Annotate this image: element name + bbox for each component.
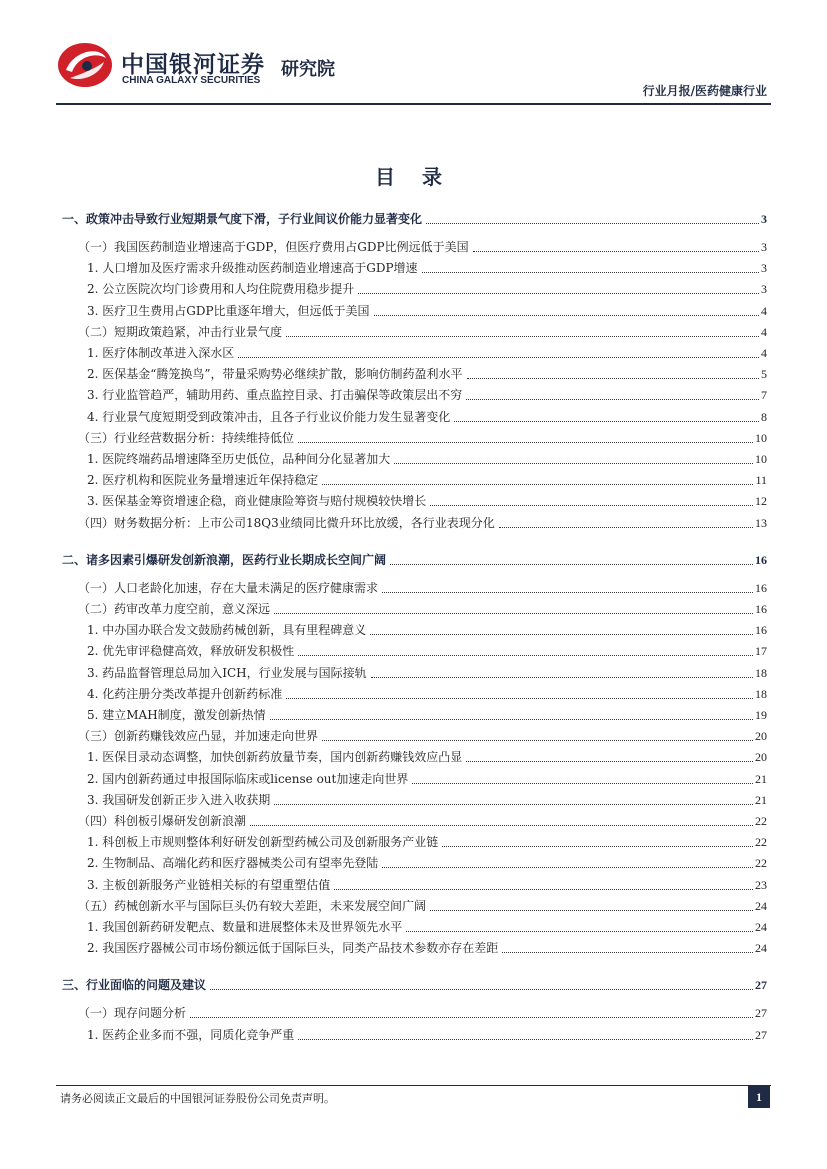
toc-entry-page: 8 [761,409,767,424]
toc-leader-dots [430,909,753,911]
toc-entry[interactable] [62,1027,767,1043]
toc-entry[interactable] [62,834,767,850]
toc-entry[interactable] [62,580,767,596]
brand-name-en: CHINA GALAXY SECURITIES [122,75,261,86]
toc-entry-page: 13 [755,515,767,530]
toc-entry-page: 21 [755,792,767,807]
toc-leader-dots [430,504,753,506]
toc-leader-dots [499,526,753,528]
toc-entry-title: 5. 建立MAH制度，激发创新热情 [87,708,266,722]
toc-entry-title: 1. 医保目录动态调整，加快创新药放量节奏，国内创新药赚钱效应凸显 [87,750,463,765]
toc-leader-dots [358,292,759,294]
toc-entry-title: 2. 公立医院次均门诊费用和人均住院费用稳步提升 [87,282,355,297]
toc-entry-page: 16 [755,580,767,595]
toc-entry-page: 27 [755,1006,767,1021]
toc-entry-page: 10 [755,430,767,445]
toc-entry-page: 12 [755,494,767,509]
toc-entry[interactable] [62,409,767,425]
toc-entry-title: 3. 主板创新服务产业链相关标的有望重塑估值 [87,877,331,892]
toc-entry-title: 一、政策冲击导致行业短期景气度下滑，子行业间议价能力显著变化 [62,212,423,226]
toc-entry-page: 22 [755,835,767,850]
toc-entry[interactable] [62,324,767,340]
toc-entry-title: （一）人口老龄化加速，存在大量未满足的医疗健康需求 [78,580,379,595]
toc-entry[interactable] [62,898,767,914]
toc-entry[interactable] [62,771,767,787]
header-divider [56,103,771,105]
toc-entry-title: （五）药械创新水平与国际巨头仍有较大差距，未来发展空间广阔 [78,898,427,913]
toc-leader-dots [454,420,759,422]
toc-entry-title: 3. 行业监管趋严，辅助用药、重点监控目录、打击骗保等政策层出不穷 [87,388,463,403]
toc-leader-dots [334,888,753,890]
toc-entry[interactable] [62,686,767,702]
toc-entry-title: 1. 我国创新药研发靶点、数量和进展整体未及世界领先水平 [87,920,403,934]
toc-entry[interactable] [62,493,767,509]
toc-entry[interactable] [62,345,767,361]
toc-entry[interactable] [62,281,767,297]
toc-entry[interactable] [62,940,767,956]
toc-leader-dots [270,718,753,720]
report-type: 行业月报/医药健康行业 [642,84,767,98]
toc-leader-dots [298,441,753,443]
toc-entry-title: （三）创新药赚钱效应凸显，并加速走向世界 [78,729,319,744]
toc-entry-title: （二）短期政策趋紧，冲击行业景气度 [78,324,283,339]
toc-entry[interactable] [62,601,767,617]
toc-entry-page: 24 [755,898,767,913]
toc-entry-page: 18 [755,686,767,701]
toc-entry-page: 3 [761,282,767,297]
toc-entry[interactable] [62,707,767,723]
toc-entry-title: 1. 科创板上市规则整体利好研发创新型药械公司及创新服务产业链 [87,835,439,850]
toc-leader-dots [406,930,753,932]
toc-entry-page: 18 [755,665,767,680]
toc-entry-page: 7 [761,388,767,403]
toc-entry-title: 1. 医药企业多而不强，同质化竞争严重 [87,1027,295,1042]
toc-leader-dots [466,760,753,762]
toc-entry-page: 5 [761,367,767,382]
toc-entry-title: 3. 医疗卫生费用占GDP比重逐年增大，但远低于美国 [87,303,370,318]
toc-leader-dots [210,988,753,990]
brand-name-cn: 中国银河证券 [121,52,265,78]
toc-entry-page: 17 [755,644,767,659]
toc-entry-page: 16 [755,552,767,567]
toc-leader-dots [286,697,753,699]
toc-leader-dots [426,222,759,224]
toc-entry-page: 21 [755,771,767,786]
toc-leader-dots [250,824,753,826]
toc-leader-dots [390,563,753,565]
toc-entry[interactable] [62,1005,767,1021]
toc-entry[interactable] [62,303,767,319]
toc-entry[interactable] [62,552,767,568]
toc-entry-title: （三）行业经营数据分析：持续维持低位 [78,430,295,445]
toc-leader-dots [274,612,753,614]
toc-entry-page: 4 [761,346,767,360]
toc-entry-title: 1. 中办国办联合发文鼓励药械创新，具有里程碑意义 [87,623,367,638]
footer-divider [56,1085,771,1086]
toc-entry[interactable] [62,855,767,871]
toc-entry[interactable] [62,749,767,765]
toc-leader-dots [473,250,759,252]
toc-entry-page: 10 [755,452,767,466]
toc-leader-dots [442,845,753,847]
toc-entry-page: 24 [755,941,767,956]
toc-leader-dots [394,462,753,464]
toc-entry-title: 3. 我国研发创新正步入进入收获期 [87,792,271,807]
toc-entry-page: 20 [755,729,767,744]
toc-entry[interactable] [62,728,767,744]
toc-entry-title: 4. 行业景气度短期受到政策冲击，且各子行业议价能力发生显著变化 [87,409,451,424]
toc-leader-dots [322,739,753,741]
toc-entry[interactable] [62,430,767,446]
toc-leader-dots [274,803,753,805]
toc-leader-dots [466,398,759,400]
toc-entry[interactable] [62,472,767,488]
toc-entry-page: 16 [755,623,767,638]
toc-entry-title: 1. 医院终端药品增速降至历史低位，品种间分化显著加大 [87,452,391,466]
toc-entry[interactable] [62,451,767,467]
toc-leader-dots [502,951,753,953]
toc-leader-dots [298,1038,753,1040]
toc-entry[interactable] [62,919,767,935]
toc-leader-dots [370,633,753,635]
toc-entry-title: 2. 医疗机构和医院业务量增速近年保持稳定 [87,473,319,488]
toc-entry-page: 3 [761,212,767,226]
toc-entry[interactable] [62,877,767,893]
toc-entry-page: 16 [755,602,767,616]
toc-entry-page: 4 [761,303,767,318]
toc-leader-dots [467,377,759,379]
toc-entry-title: 3. 医保基金筹资增速企稳，商业健康险筹资与赔付规模较快增长 [87,494,427,509]
toc-leader-dots [298,654,753,656]
toc-entry-title: （二）药审改革力度空前，意义深远 [78,602,271,616]
toc-entry-title: 1. 医疗体制改革进入深水区 [87,346,235,360]
institute-label: 研究院 [281,59,335,80]
toc-entry-title: （一）现存问题分析 [78,1006,187,1021]
toc-entry[interactable] [62,260,767,276]
toc-entry-page: 11 [755,473,767,488]
toc-entry-title: 1. 人口增加及医疗需求升级推动医药制造业增速高于GDP增速 [87,261,418,276]
toc-leader-dots [412,782,753,784]
toc-entry-page: 22 [755,814,767,828]
toc-entry-page: 4 [761,324,767,339]
toc-leader-dots [382,866,753,868]
toc-entry-title: 2. 我国医疗器械公司市场份额远低于国际巨头，同类产品技术参数亦存在差距 [87,941,499,956]
toc-entry-title: （四）财务数据分析：上市公司18Q3业绩同比微升环比放缓，各行业表现分化 [78,515,495,530]
toc-title: 目 录 [375,165,452,189]
toc-entry[interactable] [62,239,767,255]
toc-entry-page: 24 [755,920,767,934]
toc-entry-page: 23 [755,877,767,892]
toc-entry-title: 二、诸多因素引爆研发创新浪潮，医药行业长期成长空间广阔 [62,552,387,567]
toc-leader-dots [190,1016,753,1018]
toc-entry[interactable] [62,211,767,227]
toc-entry[interactable] [62,515,767,531]
toc-entry[interactable] [62,792,767,808]
toc-entry-title: （一）我国医药制造业增速高于GDP，但医疗费用占GDP比例远低于美国 [78,240,469,254]
toc-entry-title: 3. 药品监督管理总局加入ICH，行业发展与国际接轨 [87,665,367,680]
toc-entry[interactable] [62,387,767,403]
toc-entry[interactable] [62,813,767,829]
toc-entry[interactable] [62,665,767,681]
toc-entry-title: 2. 优先审评稳健高效，释放研发积极性 [87,644,295,659]
toc-entry-title: 2. 医保基金“腾笼换鸟”，带量采购势必继续扩散，影响仿制药盈利水平 [87,367,463,382]
toc-entry-page: 27 [755,1027,767,1042]
galaxy-swirl-icon [56,40,114,90]
footer-disclaimer: 请务必阅读正文最后的中国银河证券股份公司免责声明。 [60,1092,335,1105]
toc-entry-page: 20 [755,750,767,765]
toc-leader-dots [422,271,759,273]
toc-entry-page: 19 [755,708,767,722]
toc-entry-title: （四）科创板引爆研发创新浪潮 [78,814,247,828]
toc-entry-page: 3 [761,240,767,254]
page-header [0,0,827,110]
toc-entry-page: 3 [761,261,767,276]
toc-entry-page: 27 [755,978,767,993]
toc-entry[interactable] [62,622,767,638]
toc-leader-dots [382,591,753,593]
toc-entry[interactable] [62,643,767,659]
page-number: 1 [748,1086,770,1108]
toc-entry-title: 4. 化药注册分类改革提升创新药标准 [87,686,283,701]
toc-entry-page: 22 [755,856,767,871]
toc-leader-dots [238,356,759,358]
toc-entry-title: 2. 国内创新药通过申报国际临床或license out加速走向世界 [87,771,409,786]
toc-leader-dots [374,314,759,316]
toc-entry-title: 2. 生物制品、高端化药和医疗器械类公司有望率先登陆 [87,856,379,871]
toc-entry-title: 三、行业面临的问题及建议 [62,978,207,993]
toc-entry[interactable] [62,977,767,993]
toc-leader-dots [371,676,753,678]
toc-leader-dots [322,483,753,485]
toc-entry[interactable] [62,366,767,382]
toc-leader-dots [286,335,759,337]
